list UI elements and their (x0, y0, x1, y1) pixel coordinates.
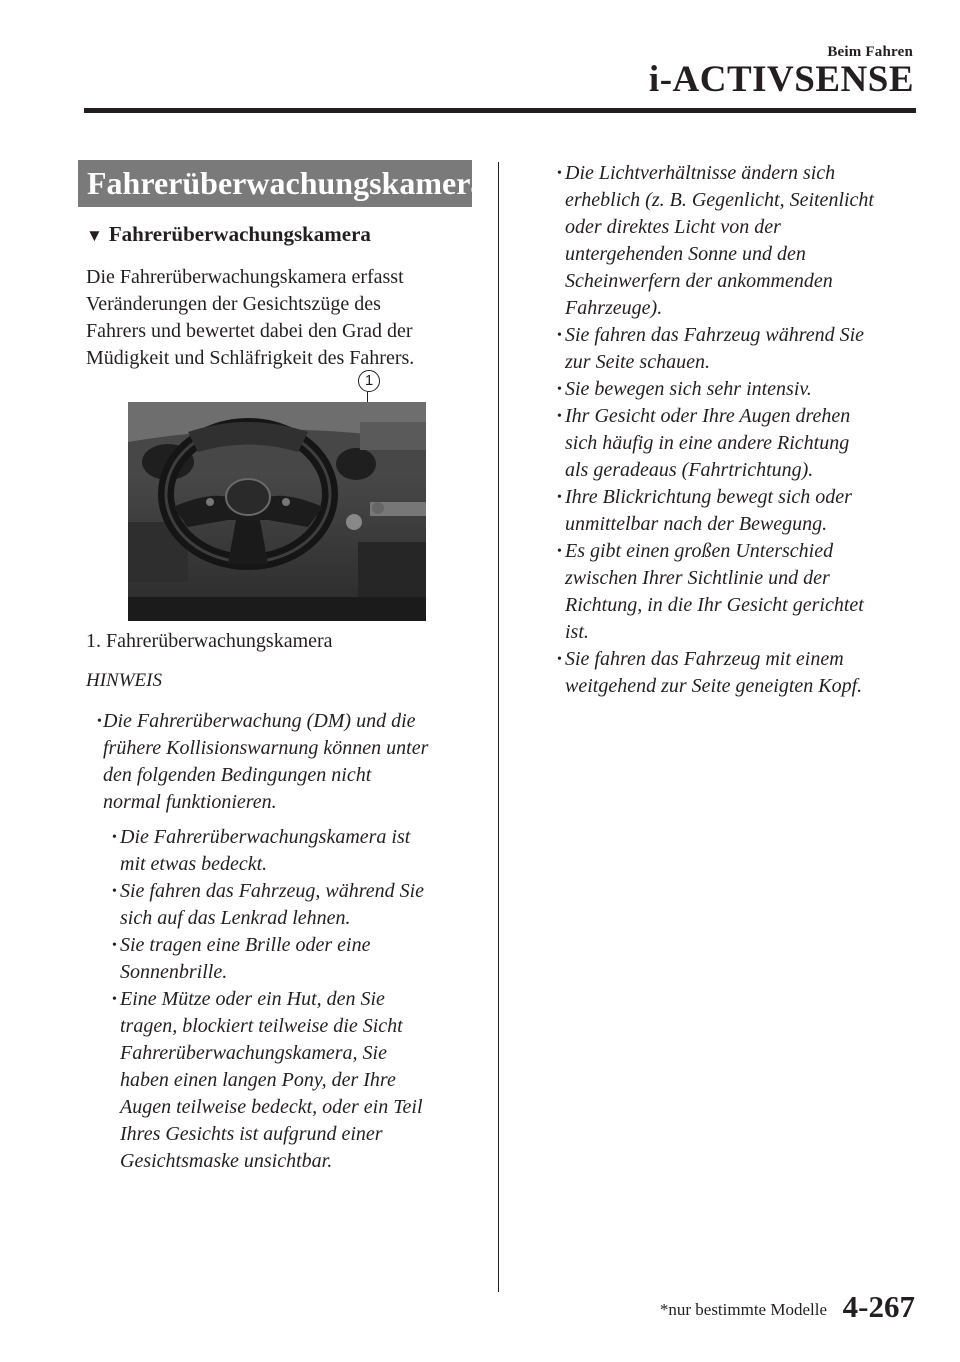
list-item-line: Sie fahren das Fahrzeug mit einem (565, 648, 844, 670)
note-main-line: normal funktionieren. (103, 791, 277, 813)
list-item (112, 986, 424, 1175)
list-item-line: Sonnenbrille. (120, 961, 228, 983)
list-item (112, 932, 424, 986)
footer-model-note: *nur bestimmte Modelle (659, 1300, 827, 1319)
note-main-paragraph (97, 708, 429, 816)
list-item-line: sich auf das Lenkrad lehnen. (120, 907, 351, 929)
intro-line: Müdigkeit und Schläfrigkeit des Fahrers. (86, 347, 415, 369)
list-item (557, 160, 874, 322)
bullet-icon: • (557, 652, 562, 667)
list-item-line: Fahrerüberwachungskamera, Sie (120, 1042, 387, 1064)
chapter-title: i-ACTIVSENSE (648, 59, 914, 100)
bullet-icon: • (112, 884, 117, 899)
list-item-line: Augen teilweise bedeckt, oder ein Teil (120, 1096, 423, 1118)
model-marker: * (486, 155, 497, 179)
list-item-line: haben einen langen Pony, der Ihre (120, 1069, 396, 1091)
list-item (557, 322, 874, 376)
intro-paragraph (86, 264, 486, 372)
list-item-line: als geradeaus (Fahrtrichtung). (565, 459, 814, 481)
list-item-line: Gesichtsmaske unsichtbar. (120, 1150, 333, 1172)
list-item-line: Sie fahren das Fahrzeug während Sie (565, 324, 865, 346)
steering-wheel-illustration (128, 402, 426, 621)
list-item-line: untergehenden Sonne und den (565, 243, 806, 265)
condition-list-right (557, 160, 874, 700)
intro-line: Veränderungen der Gesichtszüge des (86, 293, 381, 315)
list-item-line: zur Seite schauen. (565, 351, 710, 373)
bullet-icon: • (557, 544, 562, 559)
list-item-line: weitgehend zur Seite geneigten Kopf. (565, 675, 863, 697)
intro-line: Fahrers und bewertet dabei den Grad der (86, 320, 413, 342)
list-item (557, 403, 874, 484)
list-item-line: Es gibt einen großen Unterschied (565, 540, 834, 562)
bullet-icon: • (112, 830, 117, 845)
list-item-line: mit etwas bedeckt. (120, 853, 268, 875)
bullet-icon: • (557, 490, 562, 505)
page-title-text: Fahrerüberwachungskamera (87, 165, 487, 201)
bullet-icon: • (112, 938, 117, 953)
list-item-line: Fahrzeuge). (565, 297, 663, 319)
page-number: 4-267 (842, 1289, 915, 1324)
subheading-text: Fahrerüberwachungskamera (108, 222, 371, 246)
intro-line: Die Fahrerüberwachungskamera erfasst (86, 266, 404, 288)
page-title (78, 155, 497, 207)
list-item-line: Eine Mütze oder ein Hut, den Sie (120, 988, 385, 1010)
bullet-icon: • (557, 328, 562, 343)
list-item-line: Sie bewegen sich sehr intensiv. (565, 378, 812, 400)
list-item-line: Ihr Gesicht oder Ihre Augen drehen (565, 405, 851, 427)
list-item-line: sich häufig in eine andere Richtung (565, 432, 850, 454)
bullet-icon: • (557, 382, 562, 397)
list-item-line: Richtung, in die Ihr Gesicht gerichtet (565, 594, 864, 616)
list-item-line: Sie tragen eine Brille oder eine (120, 934, 371, 956)
list-item-line: Ihres Gesichts ist aufgrund einer (120, 1123, 383, 1145)
list-item-line: oder direktes Licht von der (565, 216, 781, 238)
note-main-line: den folgenden Bedingungen nicht (103, 764, 372, 786)
list-item (557, 376, 874, 403)
note-heading: HINWEIS (86, 670, 162, 691)
list-item-line: ist. (565, 621, 589, 643)
list-item-line: Die Lichtverhältnisse ändern sich (565, 162, 836, 184)
triangle-down-icon: ▼ (86, 226, 103, 245)
list-item-line: zwischen Ihrer Sichtlinie und der (565, 567, 830, 589)
list-item (557, 484, 874, 538)
list-item (112, 824, 424, 878)
header-rule (84, 108, 916, 113)
list-item (557, 646, 874, 700)
section-title: Beim Fahren (827, 44, 913, 60)
figure-callout-number: 1 (358, 370, 380, 392)
bullet-icon: • (557, 166, 562, 181)
condition-list-left (112, 824, 425, 1175)
dashboard-photo (128, 402, 426, 621)
list-item-line: tragen, blockiert teilweise die Sicht (120, 1015, 403, 1037)
note-main-line: Die Fahrerüberwachung (DM) und die (103, 710, 416, 732)
list-item-line: Ihre Blickrichtung bewegt sich oder (565, 486, 852, 508)
list-item-line: erheblich (z. B. Gegenlicht, Seitenlicht (565, 189, 874, 211)
subheading (86, 222, 371, 247)
list-item (557, 538, 874, 646)
note-main-line: frühere Kollisionswarnung können unter (103, 737, 429, 759)
list-item-line: Scheinwerfern der ankommenden (565, 270, 833, 292)
bullet-icon: • (557, 409, 562, 424)
column-divider (498, 162, 499, 1292)
list-item-line: Die Fahrerüberwachungskamera ist (120, 826, 411, 848)
figure-caption: 1. Fahrerüberwachungskamera (86, 630, 333, 652)
list-item-line: unmittelbar nach der Bewegung. (565, 513, 828, 535)
bullet-icon: • (97, 714, 102, 729)
list-item (112, 878, 425, 932)
list-item-line: Sie fahren das Fahrzeug, während Sie (120, 880, 425, 902)
bullet-icon: • (112, 992, 117, 1007)
